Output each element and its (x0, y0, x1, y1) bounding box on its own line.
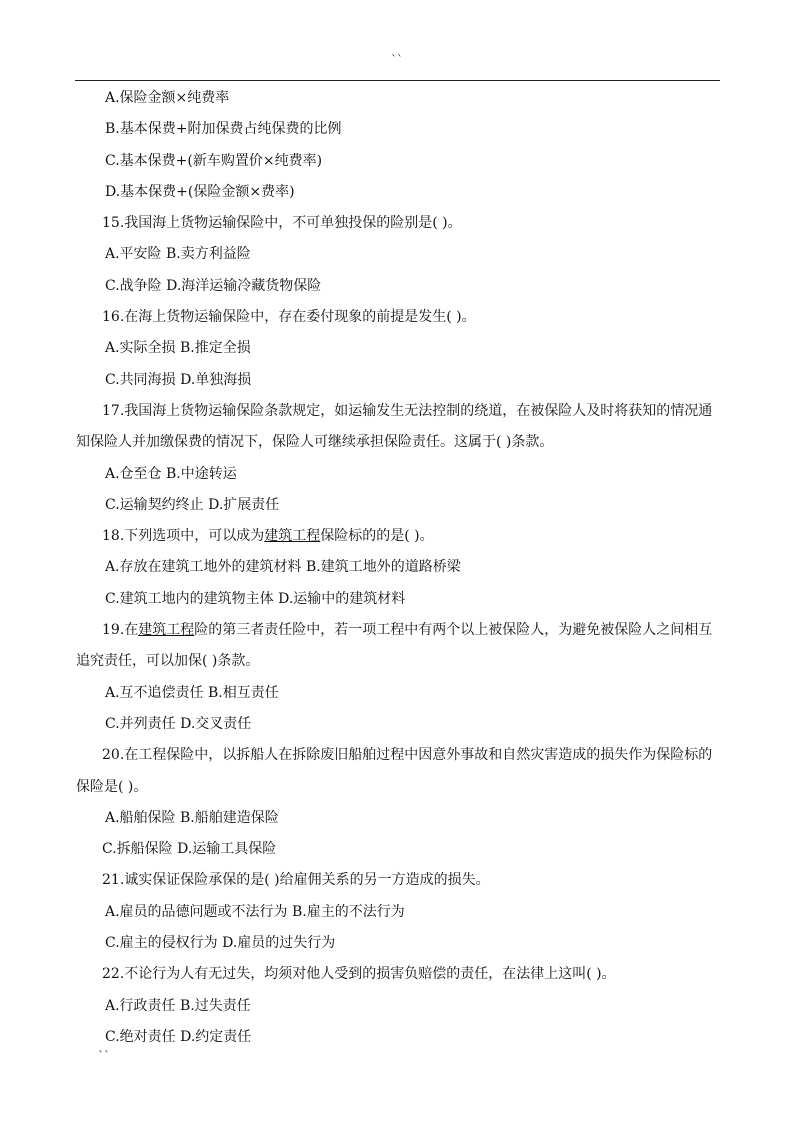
question-19-link[interactable]: 建筑工程 (138, 622, 195, 639)
document-body (0, 86, 794, 1056)
question-16-options-ab: A.实际全损 B.推定全损 (105, 340, 251, 357)
question-16-options-cd: C.共同海损 D.单独海损 (105, 371, 252, 388)
question-21-options-cd: C.雇主的侵权行为 D.雇员的过失行为 (105, 935, 336, 952)
question-22-options-cd: C.绝对责任 D.约定责任 (105, 1028, 252, 1045)
question-15-options-cd: C.战争险 D.海洋运输冷藏货物保险 (105, 277, 322, 294)
option-line: B.基本保费+附加保费占纯保费的比例 (105, 121, 342, 138)
question-20-options-ab: A.船舶保险 B.船舶建造保险 (105, 809, 279, 826)
question-15: 15.我国海上货物运输保险中，不可单独投保的险别是( )。 (102, 215, 462, 232)
header-divider (75, 80, 720, 81)
question-17: 17.我国海上货物运输保险条款规定，如运输发生无法控制的绕道，在被保险人及时将获知的情况通 (102, 402, 713, 419)
question-21: 21.诚实保证保险承保的是( )给雇佣关系的另一方造成的损失。 (102, 872, 490, 889)
question-20-options-cd: C.拆船保险 D.运输工具保险 (102, 841, 277, 858)
option-line: A.保险金额×纯费率 (105, 90, 230, 106)
page-header-mark: `` (391, 53, 403, 67)
question-18-options-cd: C.建筑工地内的建筑物主体 D.运输中的建筑材料 (105, 590, 406, 607)
option-line: D.基本保费+(保险金额×费率) (105, 183, 295, 200)
question-21-options-ab: A.雇员的品德问题或不法行为 B.雇主的不法行为 (105, 903, 405, 920)
question-17-options-cd: C.运输契约终止 D.扩展责任 (105, 496, 280, 513)
question-17-options-ab: A.仓至仓 B.中途转运 (105, 465, 237, 482)
question-20-continuation: 保险是( )。 (76, 778, 148, 795)
question-18-text: 18.下列选项中，可以成为 (102, 528, 265, 545)
question-20: 20.在工程保险中，以拆船人在拆除废旧船舶过程中因意外事故和自然灾害造成的损失作为保险标的 (102, 747, 713, 764)
question-22-options-ab: A.行政责任 B.过失责任 (105, 997, 251, 1014)
question-18-link[interactable]: 建筑工程 (264, 528, 321, 545)
option-line: C.基本保费+(新车购置价×纯费率) (105, 152, 323, 169)
question-18 (0, 524, 794, 555)
question-18-text-tail: 保险标的的是( )。 (320, 528, 434, 545)
question-16: 16.在海上货物运输保险中，存在委付现象的前提是发生( )。 (102, 309, 476, 326)
question-17-continuation: 知保险人并加缴保费的情况下，保险人可继续承担保险责任。这属于( )条款。 (76, 434, 554, 451)
question-18-options-ab: A.存放在建筑工地外的建筑材料 B.建筑工地外的道路桥梁 (105, 559, 461, 576)
question-15-options-ab: A.平安险 B.卖方利益险 (105, 246, 251, 263)
question-19-text: 19.在 (102, 622, 139, 639)
question-19 (0, 618, 794, 649)
question-22: 22.不论行为人有无过失，均须对他人受到的损害负赔偿的责任，在法律上这叫( )。 (102, 966, 616, 983)
page-footer-mark: `` (98, 1049, 110, 1063)
question-19-text-tail: 险的第三者责任险中，若一项工程中有两个以上被保险人，为避免被保险人之间相互 (194, 622, 713, 639)
question-19-options-cd: C.并列责任 D.交叉责任 (105, 715, 252, 732)
question-19-continuation: 追究责任，可以加保( )条款。 (76, 653, 260, 670)
question-19-options-ab: A.互不追偿责任 B.相互责任 (105, 684, 279, 701)
